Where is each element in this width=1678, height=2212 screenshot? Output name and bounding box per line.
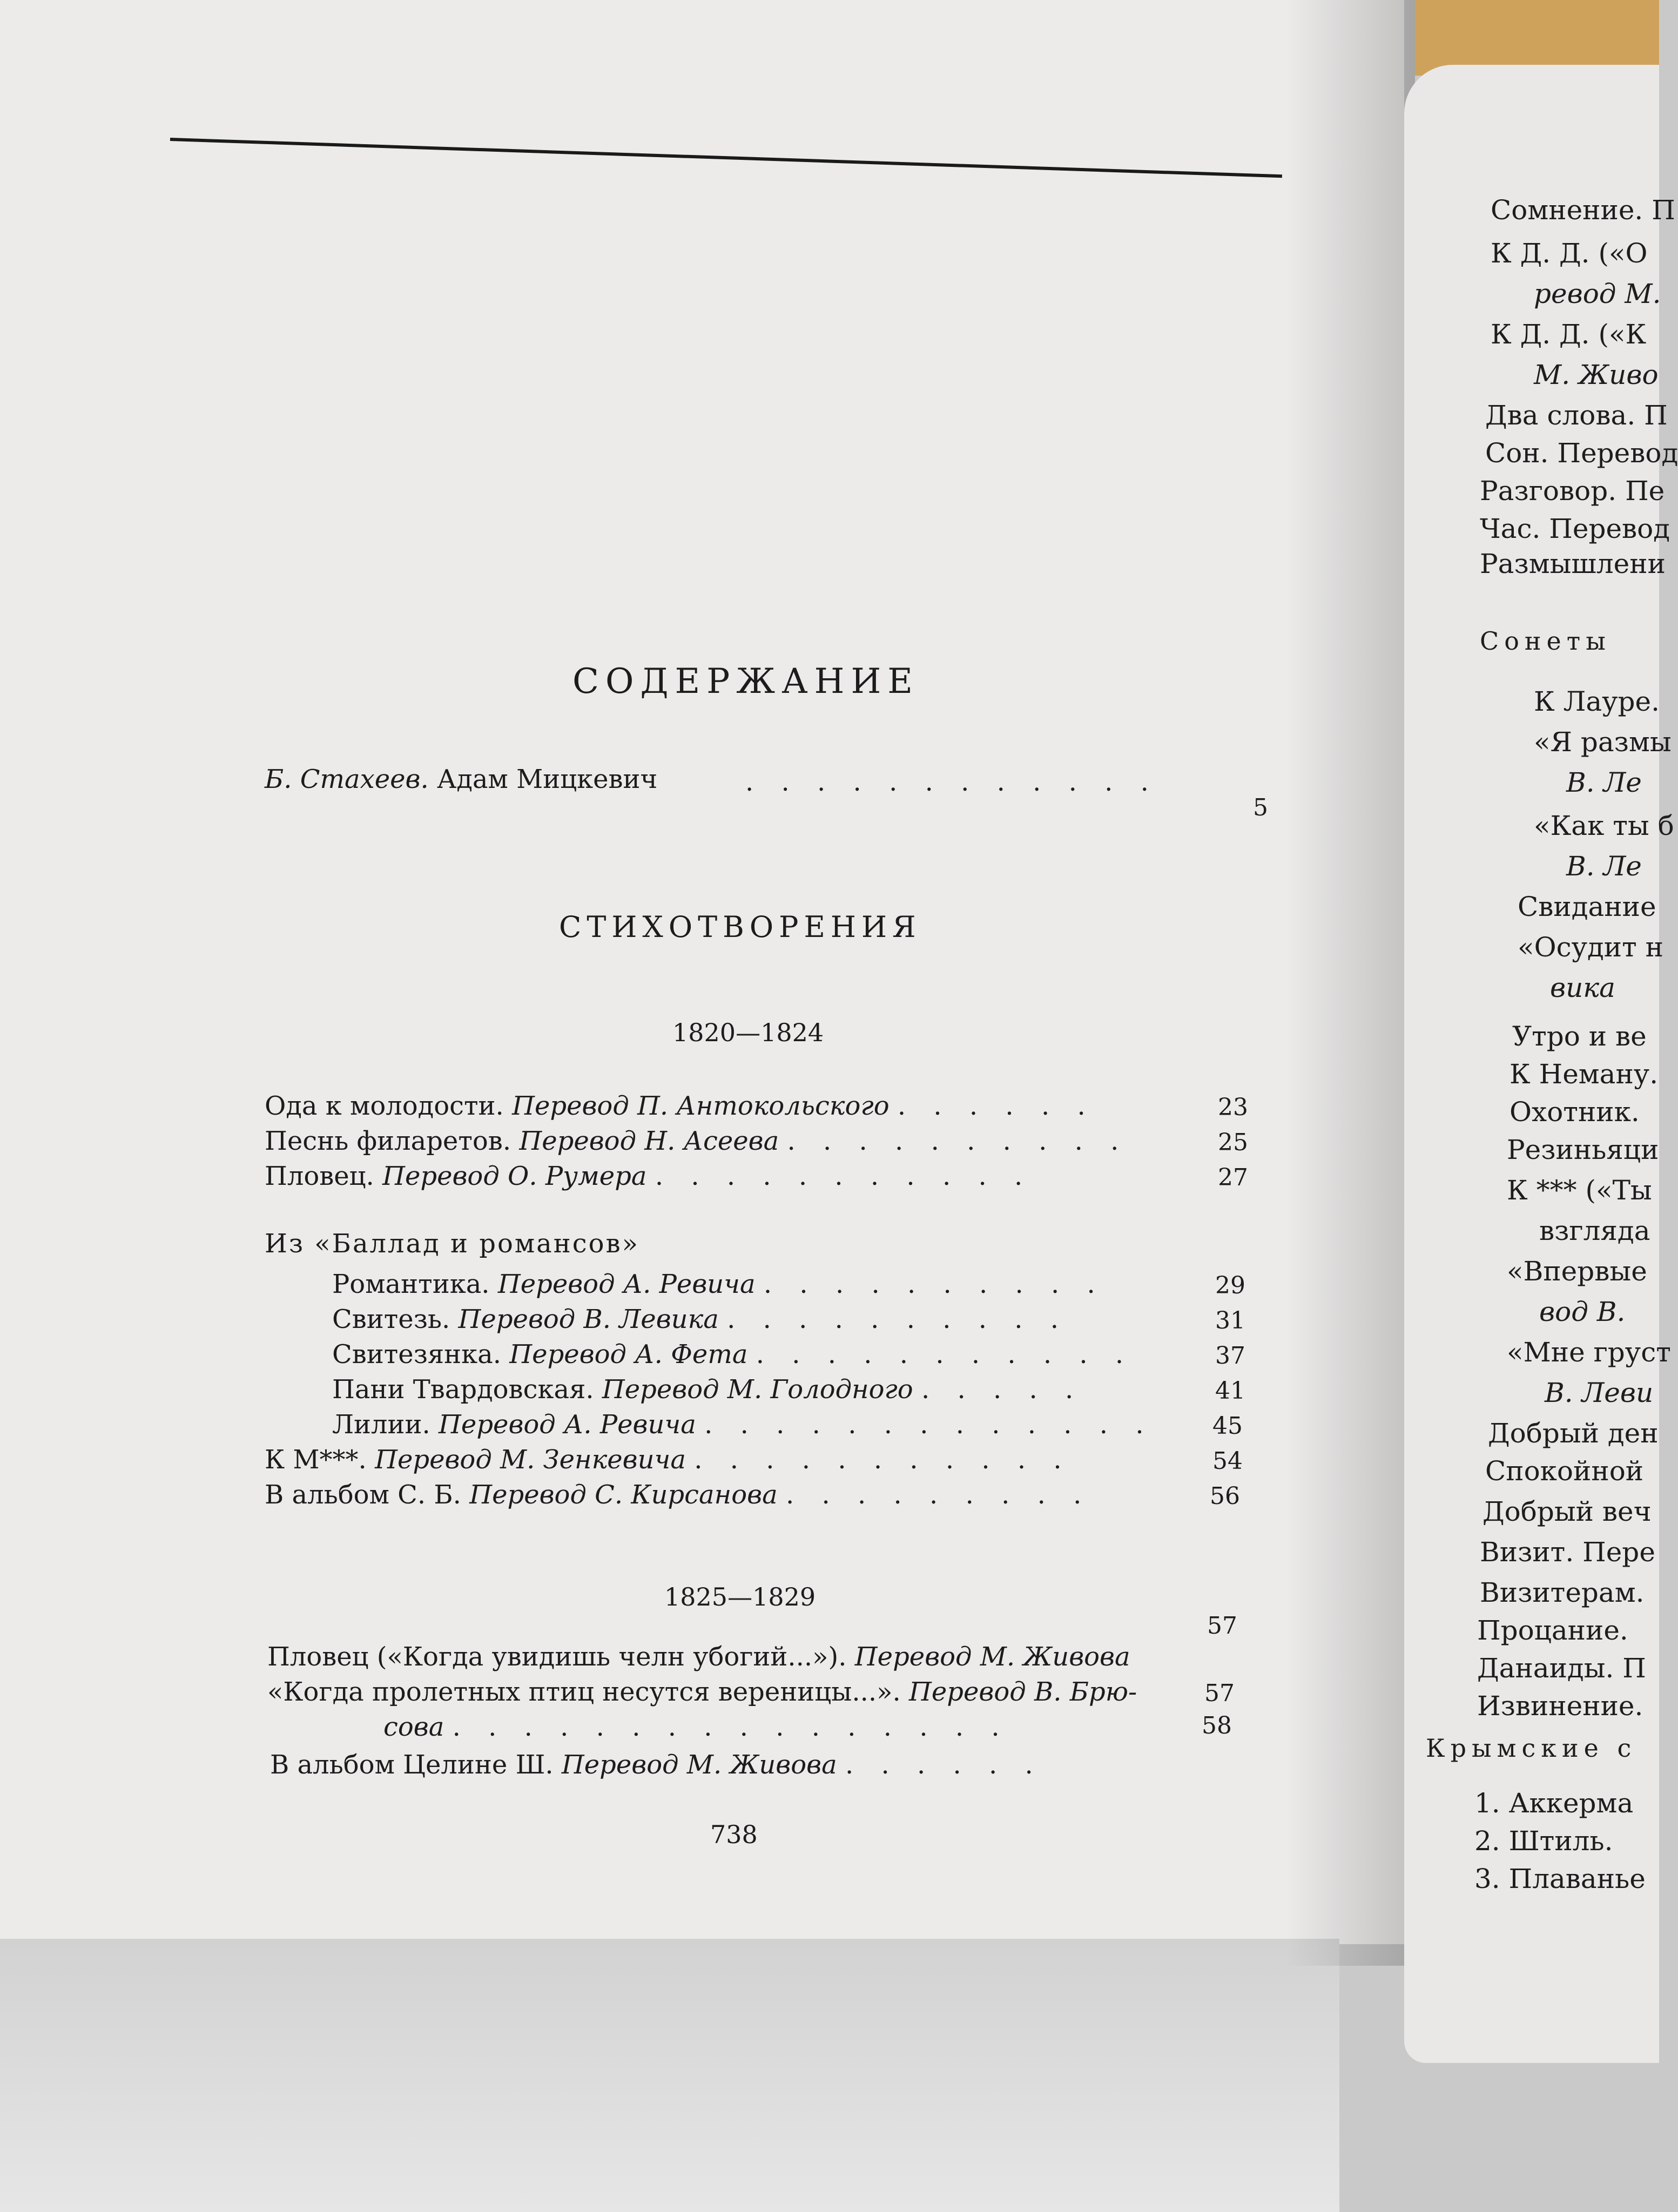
rp-line: Визит. Пере	[1480, 1536, 1655, 1568]
desk-surface	[0, 1939, 1339, 2212]
toc-entry: Пани Твардовская. Перевод М. Голодного . . . . .	[332, 1374, 1083, 1405]
rp-line: В. Ле	[1566, 767, 1642, 798]
rp-line: Утро и ве	[1512, 1021, 1647, 1052]
entry-title: Пловец («Когда увидишь челн убогий...»).	[267, 1642, 847, 1672]
rp-line: Процание.	[1477, 1615, 1628, 1646]
page-number: 25	[1218, 1129, 1248, 1156]
page-number: 31	[1215, 1307, 1245, 1334]
rp-line: М. Живо	[1534, 359, 1659, 390]
rp-line: 3. Плаванье	[1474, 1863, 1646, 1894]
rp-line: «Как ты б	[1534, 810, 1674, 841]
entry-translator: сова	[383, 1712, 444, 1742]
entry-title: Пловец.	[265, 1161, 374, 1191]
toc-entry: Ода к молодости. Перевод П. Антокольского . . . . . .	[265, 1091, 1095, 1121]
rp-line: Час. Перевод	[1480, 513, 1670, 544]
page-number: 54	[1212, 1447, 1243, 1475]
rp-line: взгляда	[1539, 1215, 1650, 1246]
leader-dots: . . . . . . . . . . . .	[745, 767, 1158, 797]
right-page	[1404, 65, 1678, 2063]
entry-translator: Перевод М. Живова	[561, 1750, 837, 1780]
page-number: 57	[1204, 1680, 1235, 1707]
rp-line: Визитерам.	[1480, 1577, 1645, 1608]
toc-entry	[267, 1677, 1137, 1707]
page-title: СОДЕРЖАНИЕ	[572, 662, 919, 702]
subsection-title: Из «Баллад и романсов»	[265, 1229, 639, 1259]
book-gutter-shadow	[1285, 0, 1415, 1966]
rp-line: К Неману.	[1509, 1058, 1659, 1090]
rp-line: Охотник.	[1509, 1096, 1640, 1128]
entry-title: Свитезь.	[332, 1304, 450, 1334]
rp-line: В. Леви	[1545, 1377, 1654, 1408]
rp-line: Резиньяци	[1507, 1134, 1659, 1165]
rp-line: вика	[1550, 972, 1615, 1003]
entry-translator: Перевод В. Левика	[458, 1304, 719, 1334]
toc-entry-intro	[265, 764, 657, 794]
entry-title: К М***.	[265, 1445, 367, 1475]
toc-entry	[267, 1642, 1130, 1672]
entry-title: Романтика.	[332, 1269, 490, 1299]
rp-line: Разговор. Пе	[1480, 475, 1665, 507]
entry-title: Песнь филаретов.	[265, 1126, 511, 1156]
rp-section: Крымские с	[1426, 1734, 1637, 1763]
rp-section: Сонеты	[1480, 626, 1611, 656]
rp-line: Данаиды. П	[1477, 1653, 1646, 1684]
toc-entry: Лилии. Перевод А. Ревича . . . . . . . . . . . . .	[332, 1410, 1154, 1440]
entry-title: Пани Твардовская.	[332, 1374, 594, 1405]
period-heading: 1820—1824	[672, 1018, 824, 1047]
rp-line: вод В.	[1539, 1296, 1626, 1327]
page-number: 57	[1207, 1612, 1237, 1640]
page-number: 37	[1215, 1342, 1245, 1370]
entry-title: Лилии.	[332, 1410, 430, 1440]
entry-translator: Перевод П. Антокольского	[512, 1091, 889, 1121]
page-number: 29	[1215, 1272, 1245, 1299]
rp-line: «Осудит н	[1518, 932, 1663, 963]
rp-line: «Впервые	[1507, 1256, 1647, 1287]
entry-translator: Перевод Н. Асеева	[519, 1126, 779, 1156]
toc-entry: К М***. Перевод М. Зенкевича . . . . . . . . . . .	[265, 1445, 1072, 1475]
page-number: 23	[1218, 1094, 1248, 1121]
entry-translator: Перевод О. Румера	[382, 1161, 647, 1191]
rp-line: ревод М.	[1534, 278, 1661, 309]
rp-line: В. Ле	[1566, 851, 1642, 882]
page-number: 58	[1202, 1712, 1232, 1739]
entry-title: Ода к молодости.	[265, 1091, 504, 1121]
toc-entry: В альбом С. Б. Перевод С. Кирсанова . . . . . . . . .	[265, 1480, 1091, 1510]
entry-title: В альбом Целине Ш.	[270, 1750, 554, 1780]
entry-translator: Перевод М. Живова	[854, 1642, 1130, 1672]
rp-line: 1. Аккерма	[1474, 1788, 1634, 1819]
right-page-text	[1404, 65, 1678, 2063]
toc-entry: Пловец. Перевод О. Румера . . . . . . . . . . .	[265, 1161, 1033, 1191]
entry-translator: Перевод А. Фета	[509, 1339, 748, 1370]
table-edge	[1415, 0, 1659, 76]
entry-translator: Перевод А. Ревича	[439, 1410, 696, 1440]
entry-translator: Перевод С. Кирсанова	[469, 1480, 778, 1510]
rp-line: К Д. Д. («К	[1491, 319, 1647, 350]
page-number: 56	[1210, 1482, 1240, 1510]
rp-line: Свидание	[1518, 891, 1656, 922]
rp-line: К Д. Д. («О	[1491, 238, 1648, 269]
entry-translator: Перевод В. Брю-	[909, 1677, 1137, 1707]
rp-line: Извинение.	[1477, 1690, 1643, 1722]
toc-entry: Песнь филаретов. Перевод Н. Асеева . . . . . . . . . .	[265, 1126, 1129, 1156]
period-heading: 1825—1829	[664, 1582, 816, 1611]
rp-line: Добрый веч	[1482, 1496, 1652, 1527]
entry-title: Адам Мицкевич	[437, 764, 658, 794]
entry-translator: Перевод М. Зенкевича	[375, 1445, 686, 1475]
rp-line: 2. Штиль.	[1474, 1825, 1613, 1857]
toc-entry: Романтика. Перевод А. Ревича . . . . . . . . . .	[332, 1269, 1105, 1299]
entry-translator: Перевод А. Ревича	[497, 1269, 756, 1299]
rp-line: Спокойной	[1485, 1455, 1644, 1487]
page-number: 45	[1212, 1412, 1243, 1440]
rp-line: Сон. Перевод	[1485, 437, 1678, 469]
page-folio: 738	[710, 1820, 758, 1849]
entry-title: В альбом С. Б.	[265, 1480, 461, 1510]
rp-line: К *** («Ты	[1507, 1175, 1652, 1206]
entry-title: «Когда пролетных птиц несутся вереницы...».	[267, 1677, 901, 1707]
rp-line: Добрый ден	[1488, 1418, 1659, 1449]
rp-line: «Мне груст	[1507, 1337, 1671, 1368]
toc-entry: Свитезь. Перевод В. Левика . . . . . . . . . .	[332, 1304, 1069, 1334]
toc-entry: Свитезянка. Перевод А. Фета . . . . . . . . . . .	[332, 1339, 1134, 1370]
toc-entry: В альбом Целине Ш. Перевод М. Живова . . . . . .	[270, 1750, 1043, 1780]
rp-line: Два слова. П	[1485, 400, 1668, 431]
section-title: СТИХОТВОРЕНИЯ	[559, 910, 921, 944]
page-number: 5	[1253, 794, 1268, 821]
toc-entry: сова . . . . . . . . . . . . . . . .	[383, 1712, 1009, 1742]
rp-line: Сомнение. П	[1491, 194, 1675, 226]
entry-author: Б. Стахеев.	[265, 764, 429, 794]
rp-line: Размышлени	[1480, 548, 1666, 579]
rp-line: «Я размы	[1534, 726, 1672, 758]
entry-translator: Перевод М. Голодного	[602, 1374, 913, 1405]
page-number: 27	[1218, 1164, 1248, 1191]
rp-line: К Лауре.	[1534, 686, 1660, 717]
page-number: 41	[1215, 1377, 1245, 1405]
entry-title: Свитезянка.	[332, 1339, 502, 1370]
